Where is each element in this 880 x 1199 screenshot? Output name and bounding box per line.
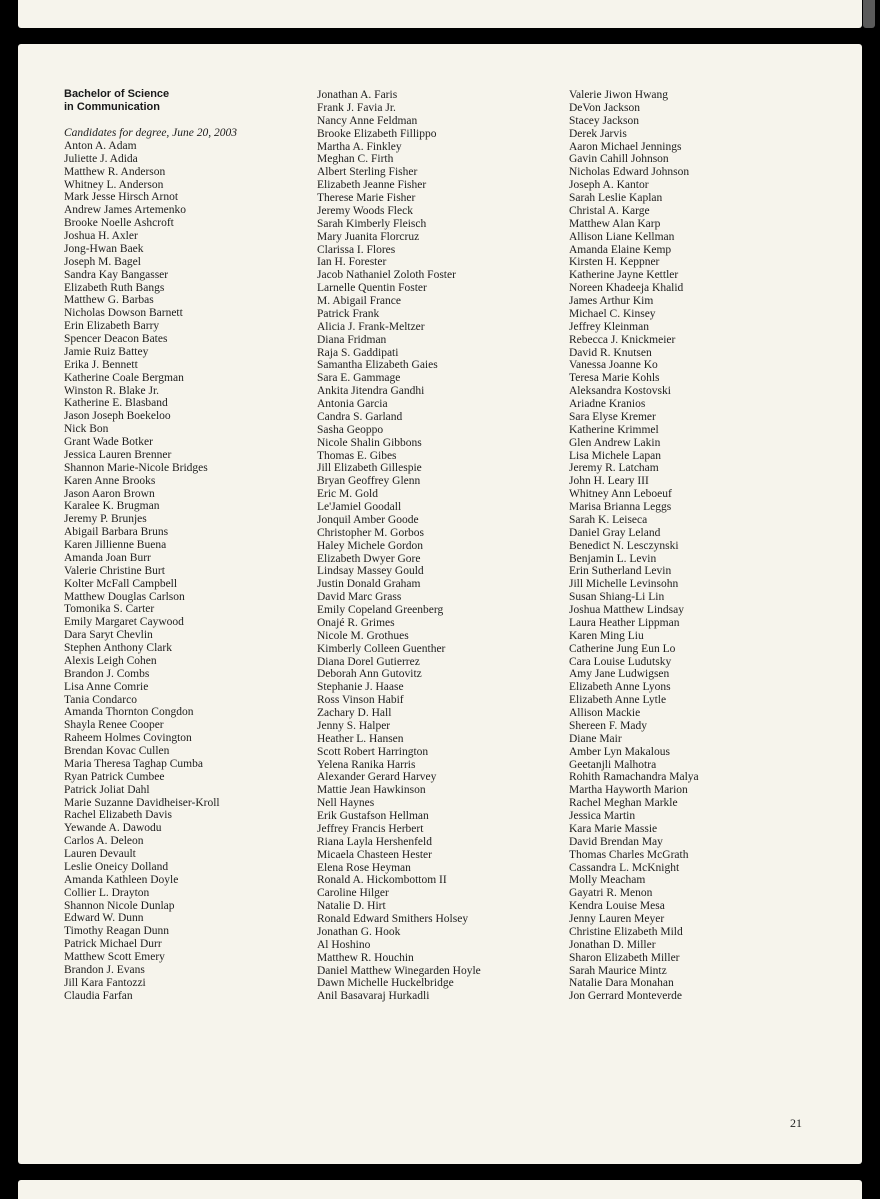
graduate-name: Kara Marie Massie (569, 822, 658, 835)
graduate-name: Ian H. Forester (317, 256, 387, 269)
graduate-name: Whitney Ann Leboeuf (569, 488, 672, 501)
graduate-name: Therese Marie Fisher (317, 192, 416, 204)
graduate-name: Benedict N. Lesczynski (569, 539, 679, 552)
graduate-name: Jenny S. Halper (317, 719, 391, 732)
graduate-name: Jessica Martin (569, 810, 636, 822)
graduate-name: Jeffrey Kleinman (569, 320, 649, 333)
graduate-name: Lisa Anne Comrie (64, 680, 149, 693)
graduate-name: Shannon Nicole Dunlap (64, 899, 175, 912)
names-column-1 (64, 88, 237, 1003)
graduate-name: Meghan C. Firth (317, 153, 394, 166)
graduate-name: Jill Elizabeth Gillespie (317, 462, 422, 475)
graduate-name: Brendan Kovac Cullen (64, 745, 170, 757)
graduate-name: Gavin Cahill Johnson (569, 153, 669, 166)
graduate-name: Karen Anne Brooks (64, 474, 156, 487)
graduate-name: Claudia Farfan (64, 989, 133, 1002)
graduate-name: Martha A. Finkley (317, 140, 402, 153)
graduate-name: Erika J. Bennett (64, 358, 138, 371)
graduate-name: Elizabeth Anne Lytle (569, 694, 667, 707)
scrollbar[interactable] (863, 0, 875, 28)
graduate-name: Erin Elizabeth Barry (64, 320, 160, 333)
graduate-name: Katherine E. Blasband (64, 397, 168, 410)
graduate-name: Jill Kara Fantozzi (64, 976, 146, 989)
graduate-name: Nicholas Edward Johnson (569, 166, 690, 179)
graduate-name: Andrew James Artemenko (64, 204, 186, 217)
graduate-name: Spencer Deacon Bates (64, 333, 168, 345)
graduate-name: Dara Saryt Chevlin (64, 629, 153, 642)
graduate-name: Sarah Kimberly Fleisch (317, 217, 427, 230)
graduate-name: Allison Mackie (569, 707, 641, 719)
graduate-name: Haley Michele Gordon (317, 539, 424, 552)
name-list (64, 140, 237, 1003)
graduate-name: Rebecca J. Knickmeier (569, 333, 676, 346)
graduate-name: Amanda Elaine Kemp (569, 243, 672, 256)
graduate-name: Jonathan D. Miller (569, 938, 656, 951)
graduate-name: Elena Rose Heyman (317, 861, 411, 874)
graduate-name: Mark Jesse Hirsch Arnot (64, 191, 179, 204)
graduate-name: Nicholas Dowson Barnett (64, 307, 183, 320)
graduate-name: Mary Juanita Florcruz (317, 230, 420, 243)
graduate-name: Emily Margaret Caywood (64, 616, 184, 629)
graduate-name: Thomas Charles McGrath (569, 848, 689, 861)
graduate-name: Ankita Jitendra Gandhi (317, 385, 425, 398)
graduate-name: Nicole M. Grothues (317, 629, 409, 642)
graduate-name: Raheem Holmes Covington (64, 732, 192, 745)
graduate-name: David Brendan May (569, 835, 663, 848)
graduate-name: Nell Haynes (317, 797, 375, 810)
graduate-name: Larnelle Quentin Foster (317, 282, 427, 295)
graduate-name: Sharon Elizabeth Miller (569, 951, 680, 964)
graduate-name: Caroline Hilger (317, 887, 389, 900)
graduate-name: Sasha Geoppo (317, 423, 384, 436)
next-page (18, 1180, 862, 1199)
graduate-name: Jason Joseph Boekeloo (64, 410, 171, 423)
graduate-name: Erin Sutherland Levin (569, 565, 672, 578)
graduate-name: Frank J. Favia Jr. (317, 101, 396, 114)
graduate-name: Emily Copeland Greenberg (317, 604, 444, 616)
graduate-name: Nicole Shalin Gibbons (317, 436, 422, 449)
graduate-name: Justin Donald Graham (317, 578, 421, 591)
graduate-name: Cassandra L. McKnight (569, 861, 680, 874)
graduate-name: Raja S. Gaddipati (317, 346, 399, 359)
graduate-name: Alexander Gerard Harvey (317, 771, 437, 784)
graduate-name: Collier L. Drayton (64, 886, 150, 899)
graduate-name: Matthew Scott Emery (64, 951, 165, 963)
graduate-name: Daniel Matthew Winegarden Hoyle (317, 964, 481, 977)
graduate-name: Jonathan A. Faris (317, 89, 398, 101)
graduate-name: Geetanjli Malhotra (569, 758, 657, 771)
graduate-name: Scott Robert Harrington (317, 745, 429, 758)
name-list (569, 89, 699, 1003)
graduate-name: Jonquil Amber Goode (317, 513, 419, 526)
graduate-name: Matthew Douglas Carlson (64, 590, 185, 603)
graduate-name: Clarissa I. Flores (317, 243, 396, 256)
graduate-name: Ronald A. Hickombottom II (317, 874, 447, 887)
graduate-name: Matthew G. Barbas (64, 294, 154, 307)
graduate-name: Winston R. Blake Jr. (64, 384, 160, 397)
graduate-name: Catherine Jung Eun Lo (569, 642, 676, 655)
graduate-name: Kirsten H. Keppner (569, 256, 660, 269)
graduate-name: Jeffrey Francis Herbert (317, 822, 424, 835)
graduate-name: Albert Sterling Fisher (317, 166, 418, 179)
graduate-name: Abigail Barbara Bruns (64, 526, 169, 539)
graduate-name: Timothy Reagan Dunn (64, 925, 169, 938)
graduate-name: Joseph M. Bagel (64, 255, 141, 268)
graduate-name: Ariadne Kranios (569, 398, 646, 410)
graduate-name: Jenny Lauren Meyer (569, 913, 665, 925)
graduate-name: Eric M. Gold (317, 488, 379, 501)
graduate-name: Aleksandra Kostovski (569, 385, 671, 398)
graduate-name: Nancy Anne Feldman (317, 114, 418, 127)
graduate-name: Joseph A. Kantor (569, 179, 649, 192)
graduate-name: Brooke Elizabeth Fillippo (317, 127, 437, 140)
graduate-name: Stephen Anthony Clark (64, 642, 172, 654)
graduate-name: Shereen F. Mady (569, 719, 647, 732)
graduate-name: Candra S. Garland (317, 410, 403, 423)
graduate-name: Matthew R. Houchin (317, 951, 414, 964)
graduate-name: Sarah Leslie Kaplan (569, 192, 663, 204)
graduate-name: Erik Gustafson Hellman (317, 810, 429, 822)
graduate-name: Alexis Leigh Cohen (64, 654, 157, 667)
graduate-name: Patrick Joliat Dahl (64, 783, 150, 796)
graduate-name: Christopher M. Gorbos (317, 526, 425, 539)
graduate-name: Lauren Devault (64, 848, 136, 860)
graduate-name: Katherine Jayne Kettler (569, 269, 679, 282)
graduate-name: DeVon Jackson (569, 101, 641, 114)
graduate-name: Joshua H. Axler (64, 230, 138, 242)
graduate-name: Whitney L. Anderson (64, 178, 164, 191)
graduate-name: Stacey Jackson (569, 114, 639, 127)
graduate-name: Deborah Ann Gutovitz (317, 668, 422, 681)
graduate-name: Lisa Michele Lapan (569, 449, 661, 462)
graduate-name: Mattie Jean Hawkinson (317, 784, 426, 797)
graduate-name: Valerie Jiwon Hwang (569, 89, 669, 101)
graduate-name: Yelena Ranika Harris (317, 758, 416, 771)
graduate-name: Brandon J. Combs (64, 667, 150, 680)
graduate-name: Jeremy Woods Fleck (317, 204, 413, 217)
graduate-name: Allison Liane Kellman (569, 230, 675, 243)
graduate-name: Elizabeth Jeanne Fisher (317, 179, 427, 192)
graduate-name: Thomas E. Gibes (317, 449, 397, 462)
graduate-name: Al Hoshino (317, 938, 371, 951)
graduate-name: Aaron Michael Jennings (569, 140, 682, 153)
graduate-name: Riana Layla Hershenfeld (317, 835, 432, 848)
graduate-name: M. Abigail France (317, 295, 401, 307)
graduate-name: Amy Jane Ludwigsen (569, 668, 670, 681)
graduate-name: Lindsay Massey Gould (317, 565, 424, 578)
graduate-name: Kimberly Colleen Guenther (317, 642, 446, 655)
graduate-name: Diana Dorel Gutierrez (317, 655, 420, 668)
graduate-name: Jacob Nathaniel Zoloth Foster (317, 269, 456, 282)
graduate-name: Jonathan G. Hook (317, 925, 401, 938)
graduate-name: Edward W. Dunn (64, 912, 144, 925)
graduate-name: Sarah K. Leiseca (569, 513, 648, 526)
graduate-name: Joshua Matthew Lindsay (569, 604, 684, 616)
graduate-name: John H. Leary III (569, 475, 649, 488)
graduate-name: Samantha Elizabeth Gaies (317, 359, 438, 372)
graduate-name: Patrick Frank (317, 307, 380, 320)
graduate-name: Karen Ming Liu (569, 629, 644, 642)
graduate-name: Kendra Louise Mesa (569, 900, 665, 913)
graduate-name: Brandon J. Evans (64, 963, 145, 976)
graduate-name: Micaela Chasteen Hester (317, 848, 432, 861)
graduate-name: Ryan Patrick Cumbee (64, 770, 165, 783)
graduate-name: Karen Jillienne Buena (64, 539, 167, 551)
graduate-name: Juliette J. Adida (64, 152, 138, 165)
graduate-name: Zachary D. Hall (317, 707, 392, 719)
graduate-name: Ross Vinson Habif (317, 694, 404, 707)
graduate-name: Amanda Joan Burr (64, 551, 151, 564)
page-number: 21 (790, 1116, 802, 1130)
graduate-name: Alicia J. Frank-Meltzer (317, 320, 425, 333)
graduate-name: Shannon Marie-Nicole Bridges (64, 461, 208, 474)
graduate-name: Jessica Lauren Brenner (64, 448, 172, 461)
graduate-name: Heather L. Hansen (317, 732, 404, 745)
graduate-name: Anton A. Adam (64, 139, 137, 152)
graduate-name: Tomonika S. Carter (64, 603, 155, 616)
graduate-name: Amanda Kathleen Doyle (64, 873, 179, 886)
graduate-name: Elizabeth Dwyer Gore (317, 552, 421, 565)
graduate-name: Bryan Geoffrey Glenn (317, 475, 421, 488)
graduate-name: Matthew Alan Karp (569, 217, 661, 230)
section-title-line-2: in Communication (64, 101, 160, 113)
graduate-name: Laura Heather Lippman (569, 616, 680, 629)
graduate-name: Jong-Hwan Baek (64, 242, 144, 255)
graduate-name: Nick Bon (64, 423, 109, 436)
graduate-name: Gayatri R. Menon (569, 887, 653, 900)
graduate-name: Marisa Brianna Leggs (569, 501, 672, 513)
graduate-name: Sarah Maurice Mintz (569, 964, 667, 977)
graduate-name: Carlos A. Deleon (64, 835, 144, 848)
name-list (317, 89, 481, 1003)
graduate-name: Antonia Garcia (317, 398, 388, 410)
previous-page (18, 0, 862, 28)
graduate-name: Glen Andrew Lakin (569, 436, 661, 449)
graduate-name: James Arthur Kim (569, 295, 654, 307)
graduate-name: Sandra Kay Bangasser (64, 268, 169, 281)
graduate-name: Grant Wade Botker (64, 436, 153, 448)
graduate-name: Rachel Elizabeth Davis (64, 809, 172, 822)
section-title-line-1: Bachelor of Science (64, 88, 170, 100)
graduate-name: Amber Lyn Makalous (569, 745, 670, 758)
graduate-name: Jeremy P. Brunjes (64, 513, 147, 526)
graduate-name: Stephanie J. Haase (317, 681, 404, 694)
graduate-name: Valerie Christine Burt (64, 564, 165, 577)
graduate-name: Molly Meacham (569, 874, 646, 887)
graduate-name: Anil Basavaraj Hurkadli (317, 990, 430, 1003)
graduate-name: Amanda Thornton Congdon (64, 706, 194, 719)
names-column-2 (317, 89, 481, 1003)
graduate-name: Susan Shiang-Li Lin (569, 591, 665, 604)
graduate-name: Elizabeth Anne Lyons (569, 681, 671, 694)
graduate-name: Matthew R. Anderson (64, 165, 166, 178)
graduate-name: Michael C. Kinsey (569, 307, 656, 320)
graduate-name: Christal A. Karge (569, 204, 650, 217)
graduate-name: Dawn Michelle Huckelbridge (317, 977, 454, 990)
graduate-name: Jon Gerrard Monteverde (569, 990, 683, 1003)
graduate-name: Sara Elyse Kremer (569, 410, 656, 423)
graduate-name: Jeremy R. Latcham (569, 462, 659, 475)
names-column-3 (569, 89, 699, 1003)
graduate-name: Katherine Krimmel (569, 423, 659, 436)
graduate-name: Katherine Coale Bergman (64, 371, 184, 384)
graduate-name: Rachel Meghan Markle (569, 797, 678, 810)
graduate-name: Marie Suzanne Davidheiser-Kroll (64, 796, 220, 809)
graduate-name: Shayla Renee Cooper (64, 719, 164, 732)
graduate-name: Jason Aaron Brown (64, 487, 155, 500)
graduate-name: Derek Jarvis (569, 127, 627, 140)
document-page (18, 44, 862, 1164)
graduate-name: Karalee K. Brugman (64, 500, 160, 513)
graduate-name: Vanessa Joanne Ko (569, 359, 658, 372)
graduate-name: Natalie D. Hirt (317, 900, 386, 913)
graduate-name: Yewande A. Dawodu (64, 822, 162, 835)
graduate-name: Jill Michelle Levinsohn (569, 578, 679, 591)
graduate-name: Sara E. Gammage (317, 372, 401, 385)
graduate-name: Le'Jamiel Goodall (317, 501, 402, 513)
graduate-name: Noreen Khadeeja Khalid (569, 282, 684, 295)
graduate-name: Martha Hayworth Marion (569, 784, 688, 797)
graduate-name: Maria Theresa Taghap Cumba (64, 757, 203, 770)
graduate-name: David Marc Grass (317, 591, 402, 604)
graduate-name: Natalie Dara Monahan (569, 977, 674, 990)
graduate-name: Patrick Michael Durr (64, 938, 162, 951)
graduate-name: Diane Mair (569, 732, 622, 745)
graduate-name: Kolter McFall Campbell (64, 577, 178, 590)
graduate-name: Christine Elizabeth Mild (569, 925, 683, 938)
graduate-name: Tania Condarco (64, 693, 137, 706)
graduate-name: Leslie Oneicy Dolland (64, 860, 169, 873)
graduate-name: David R. Knutsen (569, 346, 652, 359)
graduate-name: Benjamin L. Levin (569, 552, 657, 565)
graduate-name: Cara Louise Ludutsky (569, 655, 672, 668)
graduate-name: Rohith Ramachandra Malya (569, 771, 699, 784)
graduate-name: Elizabeth Ruth Bangs (64, 281, 165, 294)
section-subtitle: Candidates for degree, June 20, 2003 (64, 127, 238, 139)
graduate-name: Teresa Marie Kohls (569, 372, 660, 385)
graduate-name: Ronald Edward Smithers Holsey (317, 913, 469, 925)
graduate-name: Onajé R. Grimes (317, 616, 395, 629)
graduate-name: Daniel Gray Leland (569, 526, 661, 539)
graduate-name: Jamie Ruiz Battey (64, 345, 149, 358)
graduate-name: Brooke Noelle Ashcroft (64, 217, 174, 230)
graduate-name: Diana Fridman (317, 333, 387, 346)
